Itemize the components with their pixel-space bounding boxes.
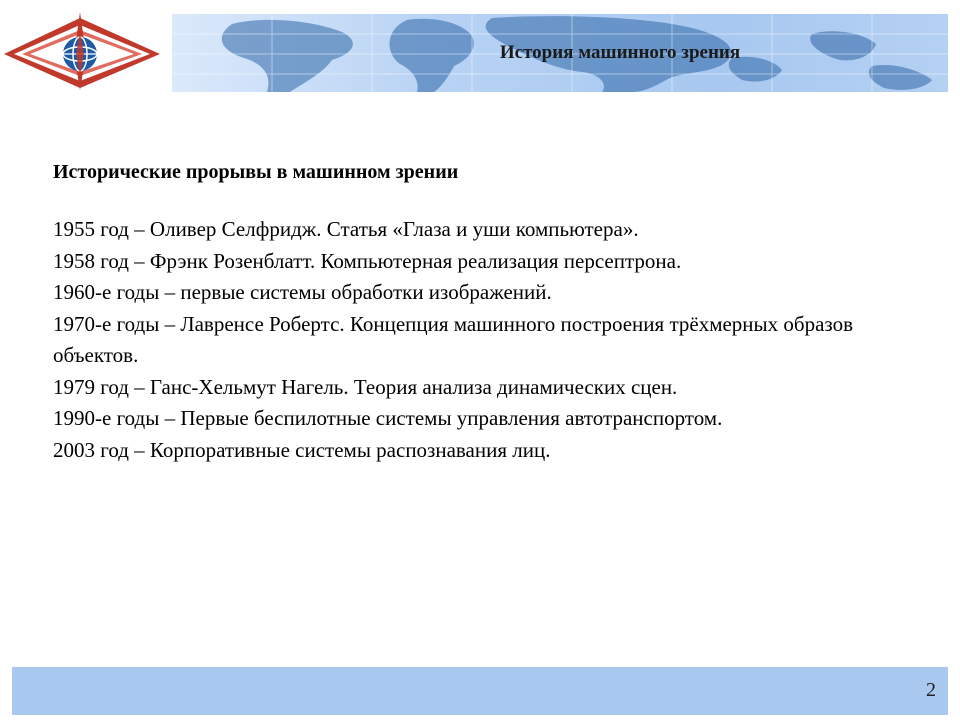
slide-title: История машинного зрения [499, 42, 741, 63]
list-item: 1955 год – Оливер Селфридж. Статья «Глаза и уши компьютера». [53, 217, 639, 241]
page-number: 2 [926, 679, 936, 701]
list-item: 2003 год – Корпоративные системы распознавания лиц. [53, 437, 551, 462]
list-item: 1979 год – Ганс-Хельмут Нагель. Теория анализа динамических сцен. [53, 374, 678, 399]
list-item: 1970-е годы – Лавренсе Робертс. Концепция машинного построения трёхмерных образов объектов. [53, 311, 853, 367]
list-item: 1990-е годы – Первые беспилотные системы управления автотранспортом. [53, 406, 723, 430]
logo-icon [0, 10, 172, 92]
slide-content [53, 158, 903, 466]
list-item: 1960-е годы – первые системы обработки изображений. [53, 280, 552, 304]
list-item: 1958 год – Фрэнк Розенблатт. Компьютерная реализация персептрона. [53, 248, 682, 273]
title-banner [172, 14, 948, 92]
section-heading: Исторические прорывы в машинном зрении [53, 161, 459, 183]
milestone-list [53, 214, 903, 466]
slide-footer [12, 667, 948, 715]
slide-header [0, 0, 960, 92]
